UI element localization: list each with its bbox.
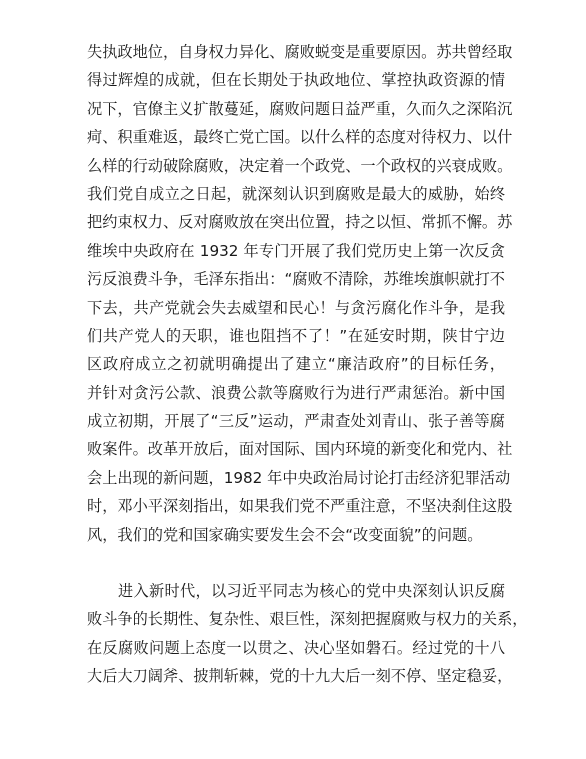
- text-line: 疴、积重难返，最终亡党亡国。以什么样的态度对待权力、以什: [87, 128, 513, 147]
- text-line: 败案件。改革开放后，面对国际、国内环境的新变化和党内、社: [87, 440, 513, 459]
- text-line: 成立初期，开展了“三反”运动，严肃查处刘青山、张子善等腐: [87, 412, 505, 431]
- text-line: 么样的行动破除腐败，决定着一个政党、一个政权的兴衰成败。: [87, 156, 513, 175]
- text-line: 得过辉煌的成就，但在长期处于执政地位、掌控执政资源的情: [87, 71, 505, 90]
- text-line: 失执政地位，自身权力异化、腐败蜕变是重要原因。苏共曾经取: [87, 43, 513, 61]
- text-line: 风，我们的党和国家确实要发生会不会“改变面貌”的问题。: [87, 525, 483, 544]
- text-line: 会上出现的新问题，1982 年中央政治局讨论打击经济犯罪活动: [87, 468, 511, 487]
- paragraph-1: [87, 38, 513, 549]
- text-line: 区政府成立之初就明确提出了建立“廉洁政府”的目标任务，: [87, 355, 505, 374]
- paragraph-2: [87, 577, 528, 691]
- text-line: 下去，共产党就会失去威望和民心！与贪污腐化作斗争，是我: [87, 298, 505, 317]
- text-line: 大后大刀阔斧、披荆斩棘，党的十九大后一刻不停、坚定稳妥，: [87, 667, 513, 686]
- text-line: 我们党自成立之日起，就深刻认识到腐败是最大的威胁，始终: [87, 184, 505, 203]
- text-line: 时，邓小平深刻指出，如果我们党不严重注意，不坚决刹住这股: [87, 497, 513, 516]
- text-line: 们共产党人的天职，谁也阻挡不了！”在延安时期，陕甘宁边: [87, 326, 505, 345]
- text-line: 污反浪费斗争，毛泽东指出：“腐败不清除，苏维埃旗帜就打不: [87, 270, 505, 289]
- text-line: 维埃中央政府在 1932 年专门开展了我们党历史上第一次反贪: [87, 241, 505, 260]
- text-line: 况下，官僚主义扩散蔓延，腐败问题日益严重，久而久之深陷沉: [87, 99, 513, 118]
- text-line: 进入新时代，以习近平同志为核心的党中央深刻认识反腐: [118, 582, 505, 600]
- text-line: 败斗争的长期性、复杂性、艰巨性，深刻把握腐败与权力的关系，: [87, 610, 528, 629]
- text-line: 把约束权力、反对腐败放在突出位置，持之以恒、常抓不懈。苏: [87, 213, 513, 232]
- text-line: 并针对贪污公款、浪费公款等腐败行为进行严肃惩治。新中国: [87, 383, 505, 402]
- text-line: 在反腐败问题上态度一以贯之、决心坚如磐石。经过党的十八: [87, 638, 505, 657]
